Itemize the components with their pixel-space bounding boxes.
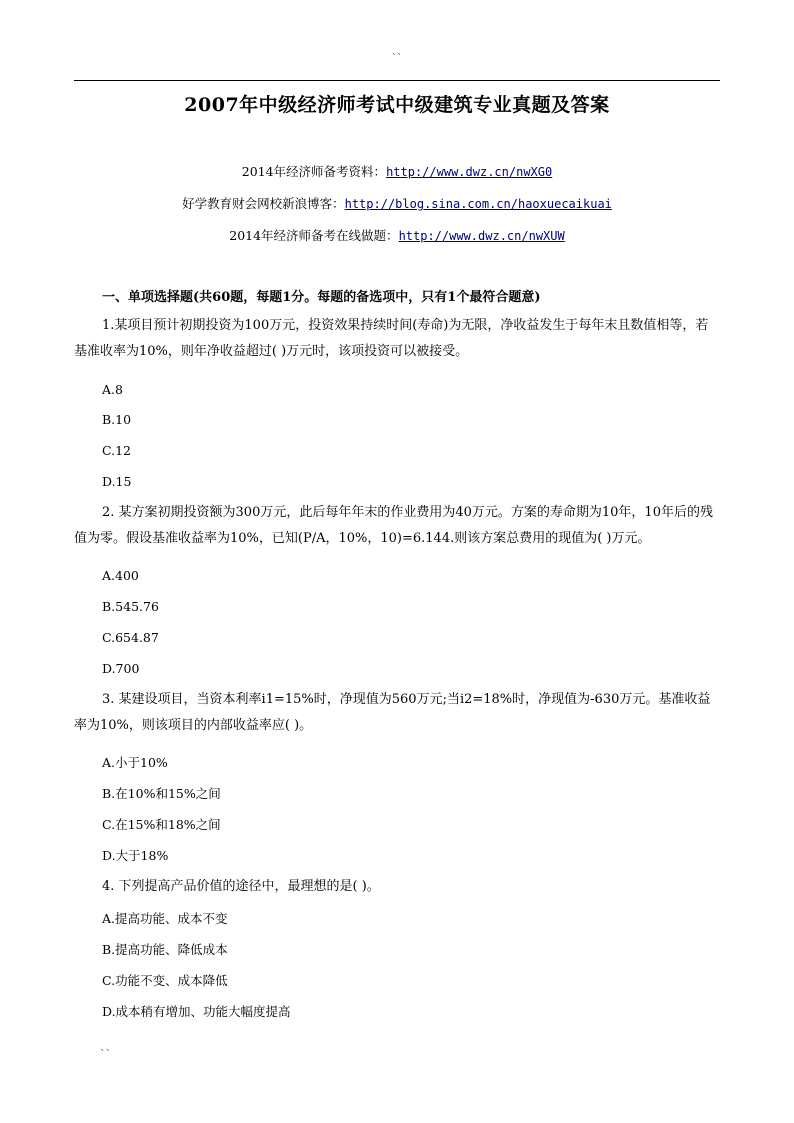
promo-link[interactable]: http://www.dwz.cn/nwXUW: [398, 229, 565, 243]
promo-line-blog: [0, 194, 794, 212]
promo-link[interactable]: http://blog.sina.com.cn/haoxuecaikuai: [344, 197, 612, 211]
option: C.功能不变、成本降低: [102, 973, 228, 988]
question-text: 3. 某建设项目，当资本利率i1=15%时，净现值为560万元;当i2=18%时，净现值为-630万元。基准收益率为10%，则该项目的内部收益率应( )。: [74, 692, 711, 733]
option: C.12: [102, 443, 131, 458]
option: C.654.87: [102, 630, 159, 645]
question-text: 4. 下列提高产品价值的途径中，最理想的是( )。: [102, 879, 380, 894]
option: A.8: [102, 382, 123, 397]
promo-label: 2014年经济师备考资料：: [241, 164, 387, 179]
promo-label: 好学教育财会网校新浪博客：: [182, 196, 345, 211]
promo-line-practice: [0, 226, 794, 244]
section-heading: 一、单项选择题(共60题，每题1分。每题的备选项中，只有1个最符合题意): [102, 290, 541, 305]
header-mark: ``: [391, 52, 403, 65]
option: A.小于10%: [102, 755, 168, 770]
option: B.提高功能、降低成本: [102, 942, 228, 957]
option: D.15: [102, 474, 132, 489]
option: D.700: [102, 661, 140, 676]
option: B.10: [102, 412, 132, 427]
promo-label: 2014年经济师备考在线做题：: [229, 228, 399, 243]
promo-link[interactable]: http://www.dwz.cn/nwXG0: [386, 165, 553, 179]
question-text: 2. 某方案初期投资额为300万元，此后每年年末的作业费用为40万元。方案的寿命期为10年，10年后的残值为零。假设基准收益率为10%，已知(P/A，10%，10)=6.144.则该方案总费用的现值为( )万元。: [74, 505, 713, 546]
option: A.400: [102, 568, 139, 583]
option: D.大于18%: [102, 848, 169, 863]
promo-line-materials: [0, 162, 794, 180]
option: D.成本稍有增加、功能大幅度提高: [102, 1004, 291, 1019]
option: C.在15%和18%之间: [102, 817, 221, 832]
footer-mark: ``: [100, 1048, 111, 1061]
header-rule: [74, 80, 720, 81]
option: B.545.76: [102, 599, 159, 614]
question-text: 1.某项目预计初期投资为100万元，投资效果持续时间(寿命)为无限，净收益发生于每年末且数值相等，若基准收率为10%，则年净收益超过( )万元时，该项投资可以被接受。: [74, 318, 709, 359]
document-title: 2007年中级经济师考试中级建筑专业真题及答案: [184, 94, 610, 116]
option: B.在10%和15%之间: [102, 786, 221, 801]
option: A.提高功能、成本不变: [102, 911, 228, 926]
